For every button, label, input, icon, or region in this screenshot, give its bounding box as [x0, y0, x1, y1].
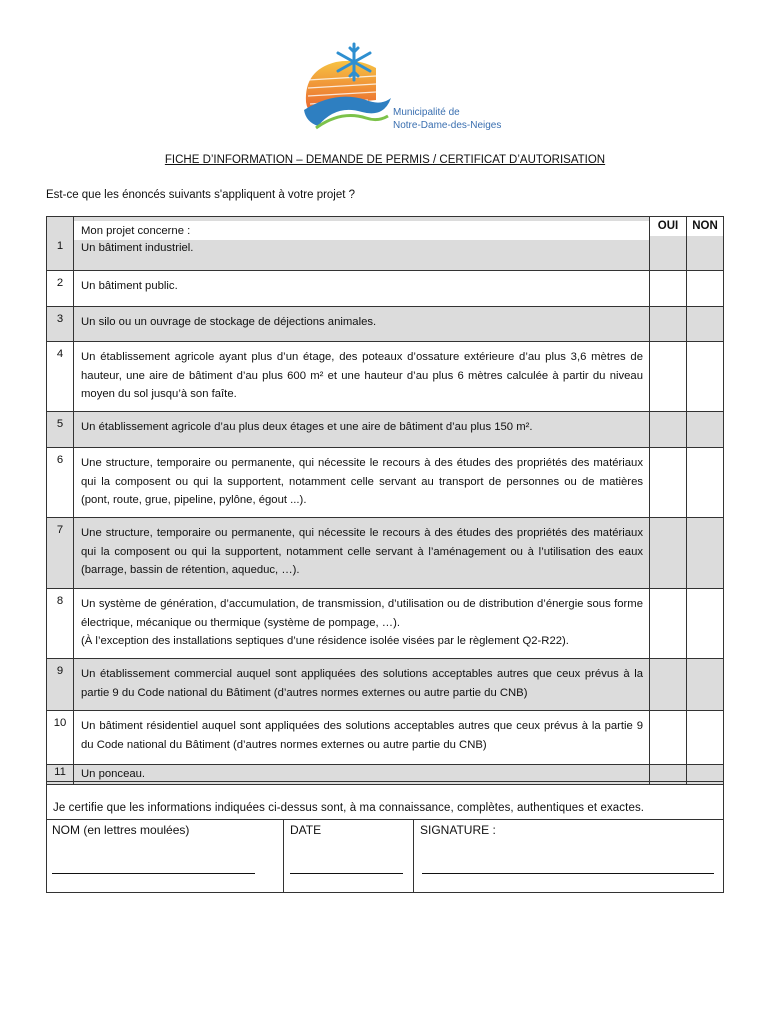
oui-checkbox-3[interactable] [650, 307, 687, 342]
signature-line[interactable] [422, 873, 714, 874]
row-number: 8 [47, 589, 74, 659]
oui-checkbox-6[interactable] [650, 448, 687, 518]
oui-checkbox-1[interactable] [650, 217, 687, 271]
row-number: 1 [47, 217, 74, 271]
row-number: 4 [47, 342, 74, 412]
oui-checkbox-5[interactable] [650, 412, 687, 448]
table-intro: Mon projet concerne : [74, 221, 649, 240]
row-6-text: Une structure, temporaire ou permanente, qui nécessite le recours à des études des propriétés des matériaux qui la composent ou qui la supportent, notamment celle servant au transport de personnes ou de matières (pont, route, grue, pipeline, pylône, égout ...). [74, 448, 650, 518]
non-checkbox-5[interactable] [687, 412, 724, 448]
oui-checkbox-8[interactable] [650, 589, 687, 659]
row-8-text [74, 589, 650, 659]
question: Est-ce que les énoncés suivants s'appliquent à votre projet ? [46, 189, 356, 201]
oui-checkbox-2[interactable] [650, 271, 687, 307]
row-number: 5 [47, 412, 74, 448]
logo-text [393, 106, 501, 132]
row-9-text: Un établissement commercial auquel sont appliquées des solutions acceptables autres que ceux prévus à la partie 9 du Code national du Bâtiment (d’autres normes externes ou autre partie du CNB) [74, 659, 650, 711]
non-checkbox-7[interactable] [687, 518, 724, 589]
non-checkbox-1[interactable] [687, 217, 724, 271]
row-number: 6 [47, 448, 74, 518]
oui-checkbox-9[interactable] [650, 659, 687, 711]
certification-text: Je certifie que les informations indiquées ci-dessus sont, à ma connaissance, complètes, authentiques et exactes. [53, 802, 645, 814]
row-number: 3 [47, 307, 74, 342]
row-number: 2 [47, 271, 74, 307]
date-cell[interactable] [284, 819, 414, 893]
page-title: FICHE D’INFORMATION – DEMANDE DE PERMIS / CERTIFICAT D’AUTORISATION [164, 154, 606, 166]
row-text [74, 217, 650, 271]
row-5-text: Un établissement agricole d’au plus deux étages et une aire de bâtiment d’au plus 150 m². [74, 412, 650, 448]
col-non-header: NON [687, 217, 723, 236]
oui-checkbox-7[interactable] [650, 518, 687, 589]
signature-cell[interactable] [414, 819, 724, 893]
non-checkbox-6[interactable] [687, 448, 724, 518]
logo-name-line1: Municipalité de [393, 107, 460, 118]
row-number: 9 [47, 659, 74, 711]
row-8-main: Un système de génération, d’accumulation, de transmission, d’utilisation ou de distribution d’énergie sous forme électrique, mécanique ou thermique (système de pompage, …). [81, 598, 643, 629]
questionnaire-table [46, 216, 724, 785]
nom-cell[interactable] [46, 819, 284, 893]
certification-section [46, 781, 724, 893]
logo-name-line2: Notre-Dame-des-Neiges [393, 120, 502, 131]
non-checkbox-8[interactable] [687, 589, 724, 659]
row-number: 11 [47, 765, 74, 785]
non-checkbox-9[interactable] [687, 659, 724, 711]
oui-checkbox-4[interactable] [650, 342, 687, 412]
row-8-note: (À l’exception des installations septiques d’une résidence isolée visées par le règlement Q2-R22). [81, 635, 569, 647]
row-3-text: Un silo ou un ouvrage de stockage de déjections animales. [74, 307, 650, 342]
non-checkbox-3[interactable] [687, 307, 724, 342]
date-line[interactable] [290, 873, 403, 874]
signature-label: SIGNATURE : [420, 823, 496, 837]
row-4-text: Un établissement agricole ayant plus d’un étage, des poteaux d’ossature extérieure d’au plus 3,6 mètres de hauteur, une aire de bâtiment d’au plus 600 m² et une hauteur d’au plus 6 mètres calculée à partir du niveau moyen du sol jusqu’à son faîte. [74, 342, 650, 412]
row-number: 7 [47, 518, 74, 589]
non-checkbox-4[interactable] [687, 342, 724, 412]
row-number: 10 [47, 711, 74, 765]
col-oui-header: OUI [650, 217, 686, 236]
non-checkbox-2[interactable] [687, 271, 724, 307]
oui-checkbox-10[interactable] [650, 711, 687, 765]
signature-grid [46, 819, 724, 894]
date-label: DATE [290, 823, 322, 837]
nom-label: NOM (en lettres moulées) [52, 823, 190, 837]
row-7-text: Une structure, temporaire ou permanente, qui nécessite le recours à des études des propriétés des matériaux qui la composent ou qui la supportent, notamment celle servant à l’aménagement ou à l’utilisation des eaux (barrage, bassin de rétention, aqueduc, …). [74, 518, 650, 589]
row-1-text: Un bâtiment industriel. [81, 242, 194, 254]
row-10-text: Un bâtiment résidentiel auquel sont appliquées des solutions acceptables autres que ceux prévus à la partie 9 du Code national du Bâtiment (d’autres normes externes ou autre partie du CNB) [74, 711, 650, 765]
row-11-text: Un ponceau. [74, 765, 650, 785]
nom-line[interactable] [52, 873, 255, 874]
row-2-text: Un bâtiment public. [74, 271, 650, 307]
non-checkbox-10[interactable] [687, 711, 724, 765]
